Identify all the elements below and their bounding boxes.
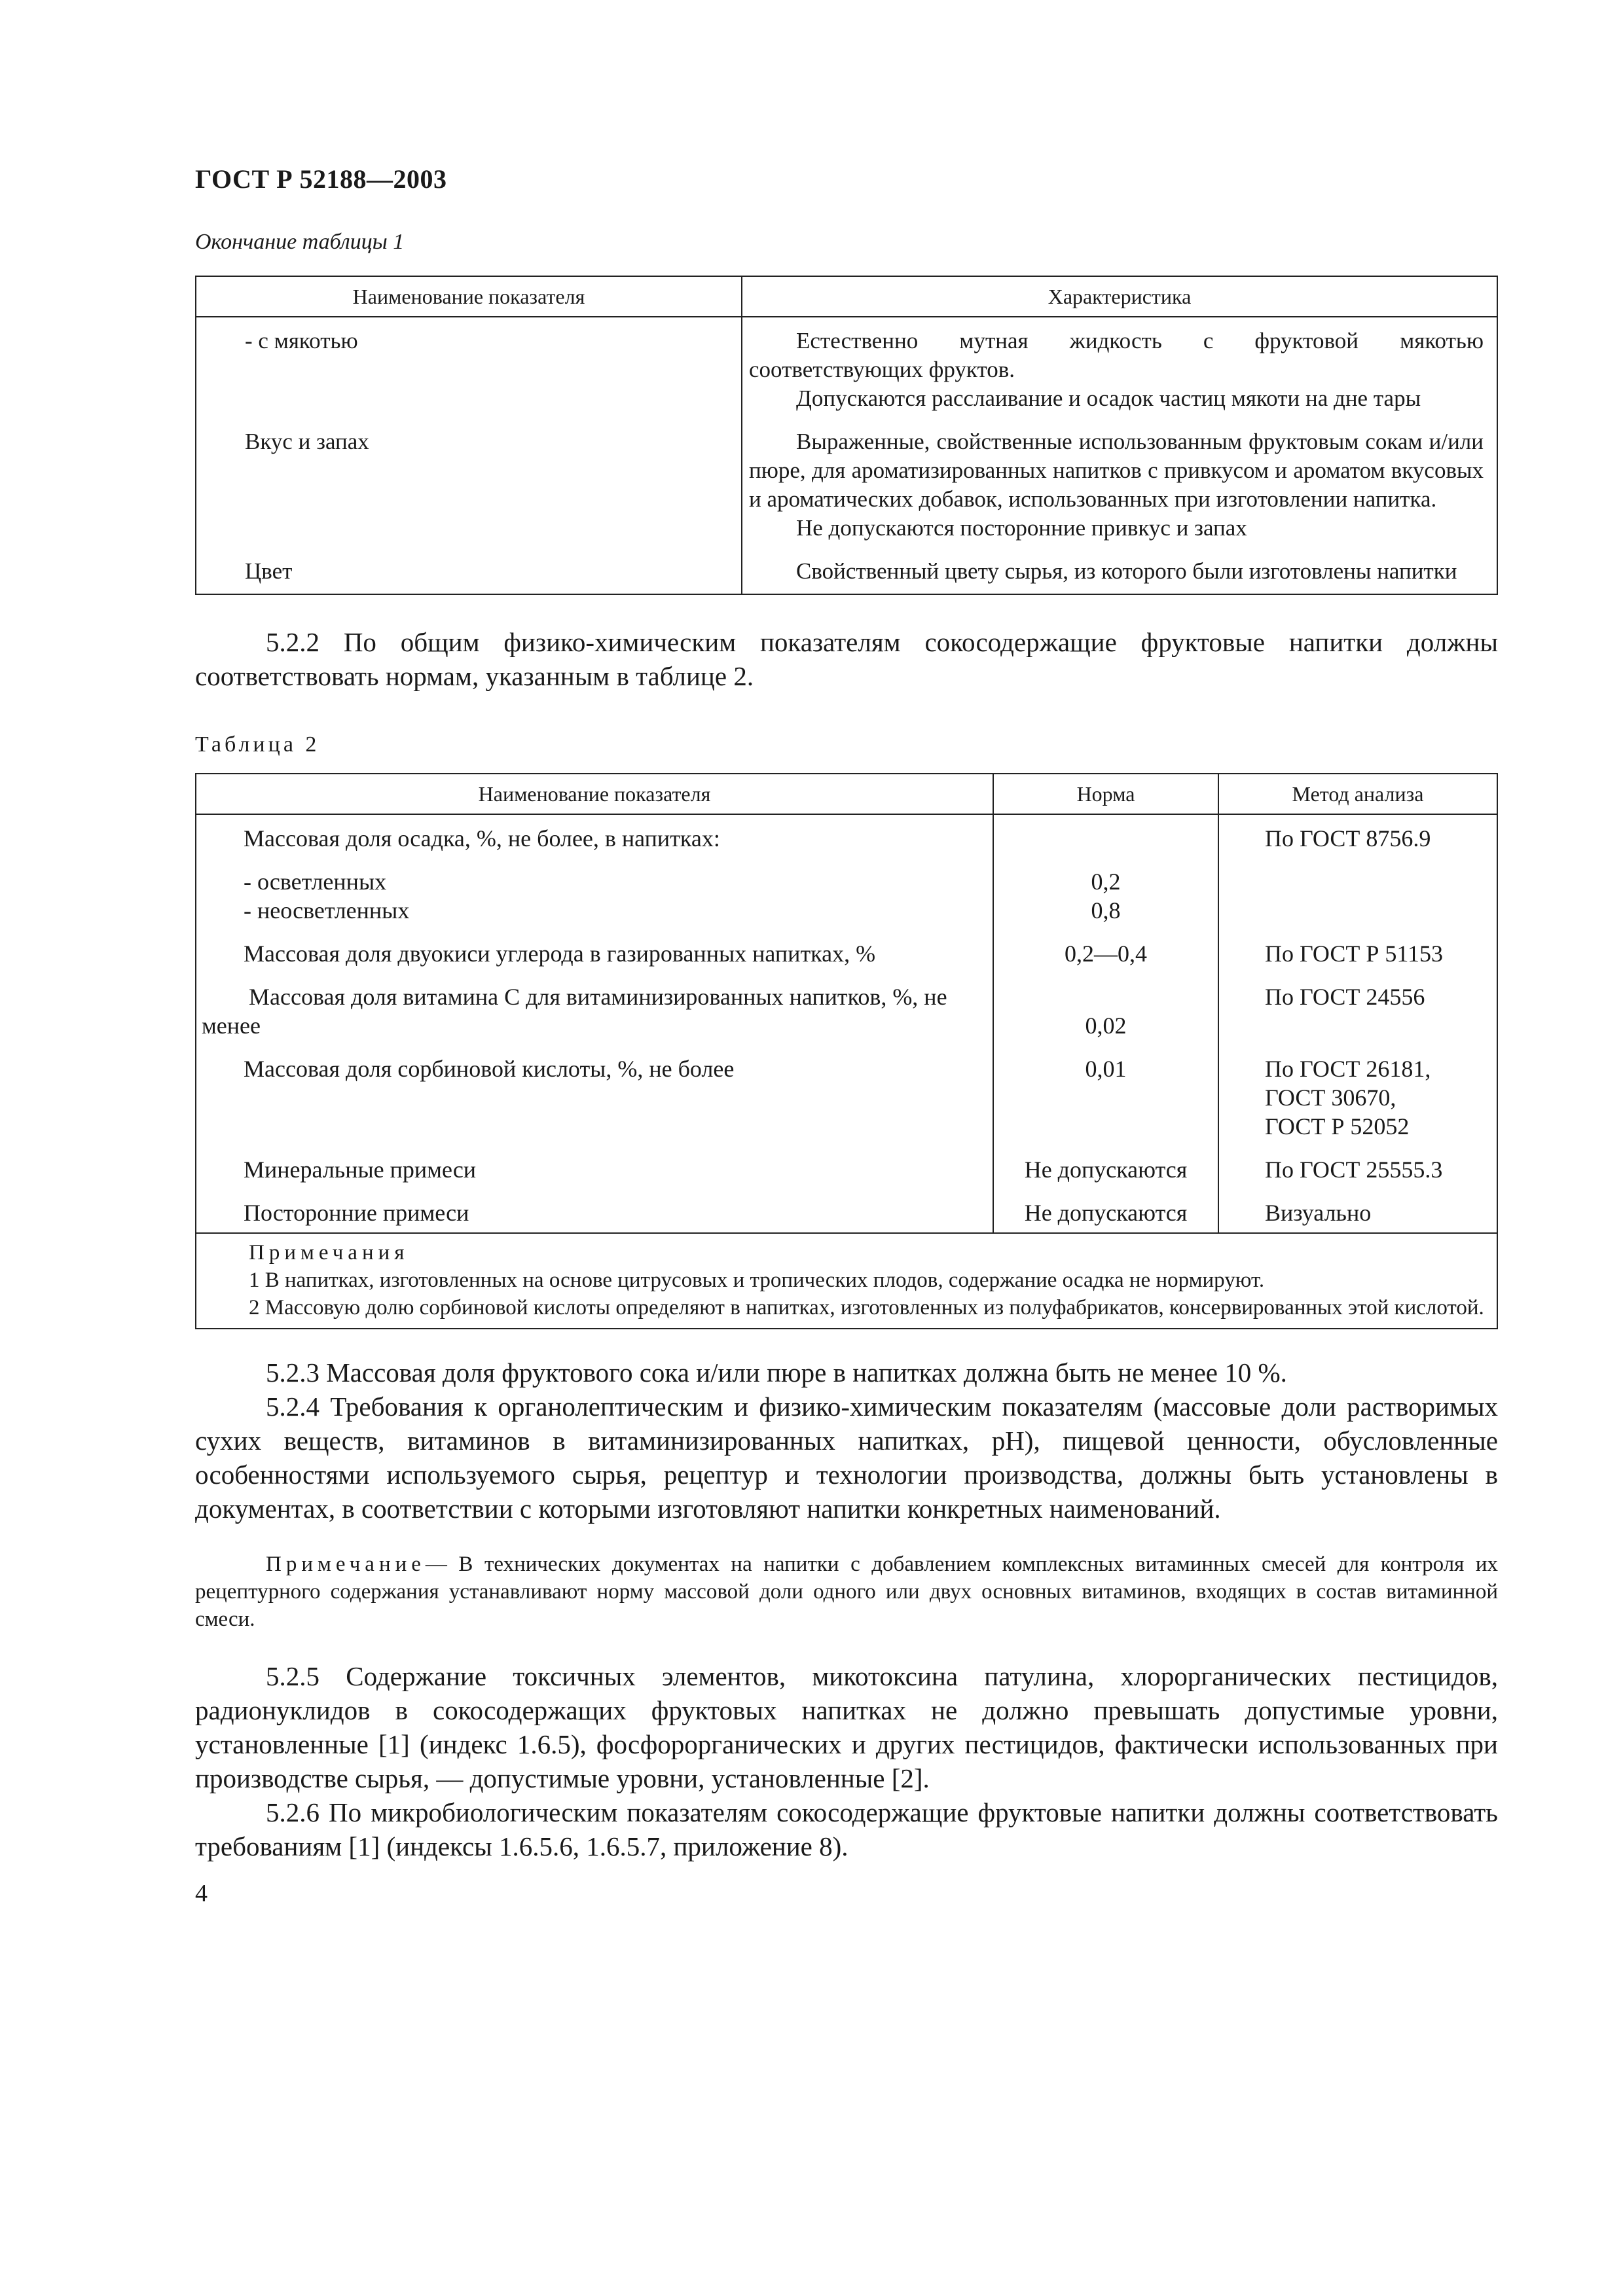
- table2-row-name: Массовая доля двуокиси углерода в газированных напитках, %: [244, 941, 876, 967]
- table1-header-char: Характеристика: [742, 276, 1497, 317]
- char-paragraph: Выраженные, свойственные использованным фруктовым сокам и/или пюре, для ароматизированных напитков с привкусом и ароматом вкусовых и ароматических добавок, использованных при изготовлении напитка.: [749, 429, 1484, 512]
- table1-header-name: Наименование показателя: [196, 276, 742, 317]
- table1-caption: Окончание таблицы 1: [195, 230, 405, 254]
- table2-row-name: Массовая доля витамина С для витаминизированных напитков, %, не менее: [202, 984, 947, 1039]
- document-header: ГОСТ Р 52188—2003: [195, 164, 447, 194]
- table-1: [195, 276, 1498, 595]
- table2-row-method: По ГОСТ Р 51153: [1218, 925, 1497, 968]
- note-label: Примечание: [266, 1552, 426, 1576]
- table2-row-norm: 0,02: [993, 968, 1218, 1040]
- table1-row-char: [742, 317, 1497, 413]
- table2-caption: Таблица 2: [195, 732, 320, 757]
- table2-row-norm: 0,2—0,4: [993, 925, 1218, 968]
- table2-row-norm: Не допускаются: [993, 1184, 1218, 1233]
- document-page: [195, 164, 1498, 1908]
- subitem-label: - неосветленных: [244, 897, 410, 924]
- table-row: [196, 814, 1497, 853]
- table1-row-char: [742, 543, 1497, 594]
- paragraph-5-2-6: 5.2.6 По микробиологическим показателям сокосодержащие фруктовые напитки должны соответствовать требованиям [1] (индексы 1.6.5.6, 1.6.5.7, приложение 8).: [195, 1797, 1498, 1861]
- char-paragraph: Допускаются расслаивание и осадок частиц мякоти на дне тары: [796, 386, 1421, 411]
- table2-row-method: По ГОСТ 8756.9: [1218, 814, 1497, 853]
- table2-notes: [196, 1233, 1497, 1329]
- table1-row-name: Цвет: [245, 558, 293, 584]
- table2-header-row: [196, 774, 1497, 814]
- table1-row-char: [742, 413, 1497, 543]
- table2-row-method: Визуально: [1218, 1184, 1497, 1233]
- method-line: По ГОСТ 26181,: [1265, 1056, 1431, 1082]
- note-paragraph: [195, 1551, 1498, 1633]
- table2-row-name: [196, 853, 993, 925]
- char-paragraph: Не допускаются посторонние привкус и запах: [796, 515, 1247, 541]
- table-2: [195, 773, 1498, 1329]
- table2-row-method: [1218, 1040, 1497, 1141]
- table2-row-method: По ГОСТ 25555.3: [1218, 1141, 1497, 1184]
- method-line: ГОСТ Р 52052: [1265, 1113, 1410, 1139]
- table-row: [196, 968, 1497, 1040]
- table2-header-norm: Норма: [993, 774, 1218, 814]
- paragraph-5-2-2: 5.2.2 По общим физико-химическим показателям сокосодержащие фруктовые напитки должны соответствовать нормам, указанным в таблице 2.: [195, 627, 1498, 691]
- paragraph-5-2-4: 5.2.4 Требования к органолептическим и физико-химическим показателям (массовые доли растворимых сухих веществ, витаминов в витаминизированных напитках, pH), пищевой ценности, обусловленные особенностями используемого сырья, рецептур и технологии производства, должны быть установлены в документах, в соответствии с которыми изготовляют напитки конкретных наименований.: [195, 1391, 1498, 1524]
- table-row: [196, 413, 1497, 543]
- table2-header-method: Метод анализа: [1218, 774, 1497, 814]
- table2-row-norm: [993, 814, 1218, 853]
- table2-header-name: Наименование показателя: [196, 774, 993, 814]
- table-row: [196, 925, 1497, 968]
- subitem-label: - осветленных: [244, 869, 387, 895]
- norm-value: 0,8: [1091, 897, 1121, 924]
- table1-header-row: [196, 276, 1497, 317]
- table-row: [196, 1040, 1497, 1141]
- table2-row-name: Массовая доля осадка, %, не более, в напитках:: [244, 825, 720, 852]
- table2-row-norm: 0,01: [993, 1040, 1218, 1141]
- method-line: ГОСТ 30670,: [1265, 1085, 1396, 1111]
- table1-row-name: - с мякотью: [245, 328, 358, 353]
- table2-notes-row: [196, 1233, 1497, 1329]
- char-paragraph: Свойственный цвету сырья, из которого были изготовлены напитки: [796, 558, 1457, 584]
- table2-row-method: По ГОСТ 24556: [1218, 968, 1497, 1040]
- note-item: 1 В напитках, изготовленных на основе цитрусовых и тропических плодов, содержание осадка не нормируют.: [249, 1268, 1265, 1292]
- table2-row-norm: [993, 853, 1218, 925]
- table-row: [196, 317, 1497, 413]
- paragraph-5-2-5: 5.2.5 Содержание токсичных элементов, микотоксина патулина, хлорорганических пестицидов, радионуклидов в сокосодержащих фруктовых напитках не должно превышать допустимые уровни, установленные [1] (индекс 1.6.5), фосфорорганических и других пестицидов, фактически использованных при производстве сырья, — допустимые уровни, установленные [2].: [195, 1661, 1498, 1793]
- table1-row-name: Вкус и запах: [245, 429, 369, 454]
- table2-row-method: [1218, 853, 1497, 925]
- table-row: [196, 1184, 1497, 1233]
- table-row: [196, 543, 1497, 594]
- table-row: [196, 1141, 1497, 1184]
- norm-value: 0,2: [1091, 869, 1121, 895]
- char-paragraph: Естественно мутная жидкость с фруктовой мякотью соответствующих фруктов.: [749, 328, 1484, 382]
- table-row: [196, 853, 1497, 925]
- paragraph-5-2-3: 5.2.3 Массовая доля фруктового сока и/или пюре в напитках должна быть не менее 10 %.: [266, 1357, 1287, 1388]
- table2-row-norm: Не допускаются: [993, 1141, 1218, 1184]
- note-text: — В технических документах на напитки с добавлением комплексных витаминных смесей для контроля их рецептурного содержания устанавливают норму массовой доли одного или двух основных витаминов, входящих в состав витаминной смеси.: [195, 1552, 1498, 1631]
- page-number: 4: [195, 1880, 208, 1907]
- table2-row-name: Минеральные примеси: [244, 1157, 477, 1183]
- note-item: 2 Массовую долю сорбиновой кислоты определяют в напитках, изготовленных из полуфабрикатов, консервированных этой кислотой.: [249, 1296, 1484, 1319]
- table2-row-name: Посторонние примеси: [244, 1200, 469, 1226]
- table2-row-name: Массовая доля сорбиновой кислоты, %, не более: [244, 1056, 735, 1082]
- notes-title: Примечания: [249, 1241, 409, 1265]
